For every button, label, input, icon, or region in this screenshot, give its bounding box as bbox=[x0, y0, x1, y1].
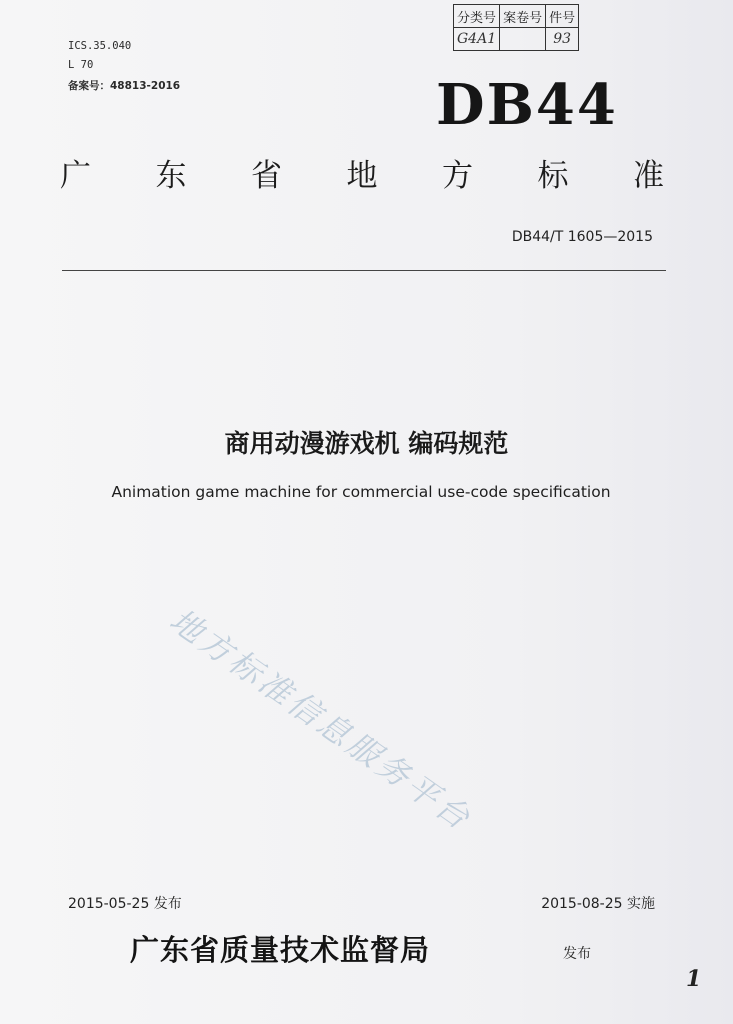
watermark: 地方标准信息服务平台 bbox=[162, 600, 480, 839]
category-char: 地 bbox=[346, 158, 378, 194]
category-char: 广 bbox=[60, 158, 91, 194]
page-number: 1 bbox=[686, 966, 702, 992]
archive-stamp-table bbox=[453, 4, 579, 51]
issuing-authority: 广东省质量技术监督局 bbox=[130, 933, 431, 967]
stamp-header-category: 分类号 bbox=[454, 5, 500, 28]
header-divider bbox=[62, 270, 666, 271]
title-english: Animation game machine for commercial use-code specification bbox=[111, 483, 611, 501]
standard-code-logo: DB44 bbox=[436, 72, 618, 138]
stamp-value-item: 93 bbox=[546, 28, 579, 51]
stamp-value-file bbox=[500, 28, 546, 51]
issue-date: 2015-05-25 发布 bbox=[68, 896, 182, 912]
title-chinese: 商用动漫游戏机 编码规范 bbox=[224, 429, 509, 458]
stamp-value-row bbox=[454, 28, 579, 51]
publish-label: 发布 bbox=[563, 946, 591, 962]
standard-number: DB44/T 1605—2015 bbox=[511, 229, 653, 245]
ccs-code: L 70 bbox=[68, 59, 94, 71]
filing-number: 备案号：48813-2016 bbox=[68, 80, 181, 92]
category-char: 准 bbox=[633, 158, 664, 194]
stamp-header-row bbox=[454, 5, 579, 28]
category-char: 东 bbox=[155, 158, 187, 194]
ics-code: ICS.35.040 bbox=[68, 40, 132, 52]
category-char: 标 bbox=[537, 158, 569, 194]
standard-category bbox=[60, 150, 664, 195]
stamp-header-item: 件号 bbox=[546, 5, 579, 28]
stamp-value-category: G4A1 bbox=[454, 28, 500, 51]
category-char: 省 bbox=[251, 158, 282, 194]
stamp-header-file: 案卷号 bbox=[500, 5, 546, 28]
effective-date: 2015-08-25 实施 bbox=[541, 896, 655, 912]
category-char: 方 bbox=[442, 158, 473, 194]
